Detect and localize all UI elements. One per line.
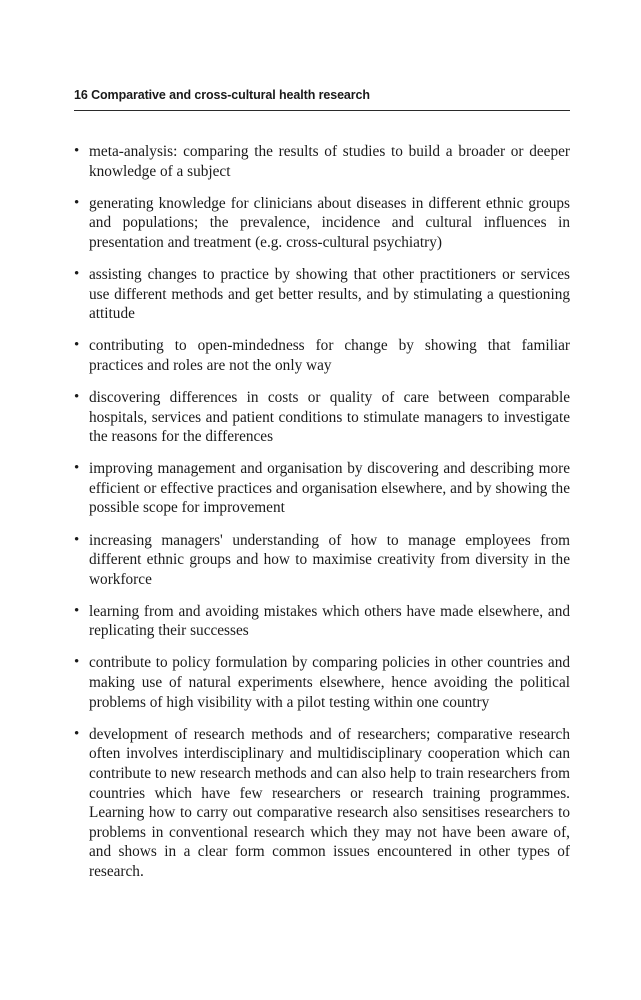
bullet-icon: • <box>74 654 80 671</box>
bullet-icon: • <box>74 531 80 548</box>
list-item <box>74 265 570 324</box>
list-item <box>74 725 570 882</box>
list-item-text: contributing to open-mindedness for change by showing that familiar practices and roles are not the only way <box>89 337 570 374</box>
list-item <box>74 142 570 181</box>
list-item <box>74 194 570 253</box>
bullet-icon: • <box>74 725 80 742</box>
list-item <box>74 336 570 375</box>
bullet-icon: • <box>74 194 80 211</box>
bullet-icon: • <box>74 337 80 354</box>
list-item-text: contribute to policy formulation by comparing policies in other countries and making use of natural experiments elsewhere, hence avoiding the political problems of high visibility with a pilot testing within one country <box>89 654 570 711</box>
bullet-icon: • <box>74 602 80 619</box>
header-rule <box>74 110 570 111</box>
list-item-text: learning from and avoiding mistakes which others have made elsewhere, and replicating their successes <box>89 602 570 640</box>
list-item <box>74 459 570 518</box>
running-title: Comparative and cross-cultural health research <box>91 88 370 102</box>
list-item-text: generating knowledge for clinicians about diseases in different ethnic groups and populations; the prevalence, incidence and cultural influences in presentation and treatment (e.g. cross-cultural psychiatry) <box>89 194 570 251</box>
bullet-icon: • <box>74 143 80 159</box>
list-item-text: increasing managers' understanding of how to manage employees from different ethnic groups and how to maximise creativity from diversity in the workforce <box>89 531 570 588</box>
list-item-text: discovering differences in costs or quality of care between comparable hospitals, services and patient conditions to stimulate managers to investigate the reasons for the differences <box>89 388 570 446</box>
page-number: 16 <box>74 88 88 102</box>
list-item-text: development of research methods and of researchers; comparative research often involves interdisciplinary and multidisciplinary cooperation which can contribute to new research methods and can also help to train researchers from countries which have few researchers or research training programmes. Learning how to carry out comparative research also sensitises researchers to problems in conventional research which they may not have been aware of, and shows in a clear form common issues encountered in other types of research. <box>89 725 570 880</box>
list-item-text: improving management and organisation by discovering and describing more efficient or effective practices and organisation elsewhere, and by showing the possible scope for improvement <box>89 460 570 517</box>
page-body <box>74 142 570 894</box>
bullet-icon: • <box>74 460 80 477</box>
list-item <box>74 602 570 641</box>
list-item <box>74 653 570 712</box>
bullet-list <box>74 142 570 882</box>
bullet-icon: • <box>74 265 80 282</box>
running-header <box>74 88 570 102</box>
list-item <box>74 531 570 590</box>
list-item-text: assisting changes to practice by showing that other practitioners or services use different methods and get better results, and by stimulating a questioning attitude <box>89 265 570 323</box>
list-item-text: meta-analysis: comparing the results of studies to build a broader or deeper knowledge of a subject <box>89 143 570 180</box>
bullet-icon: • <box>74 388 80 405</box>
list-item <box>74 388 570 447</box>
